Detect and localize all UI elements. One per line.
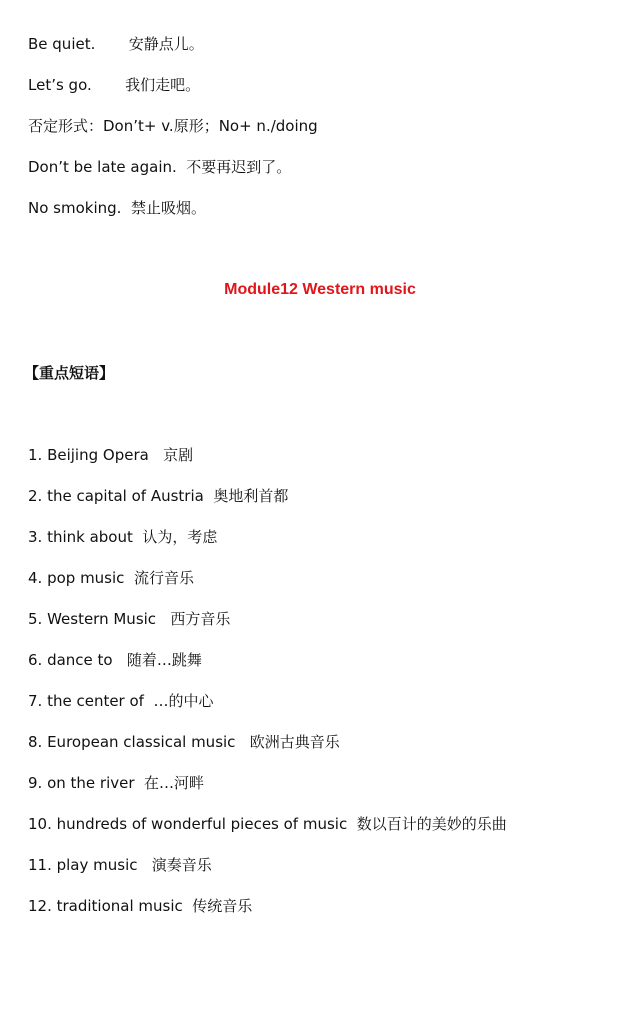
phrase-item: 10. hundreds of wonderful pieces of music 数以百计的美妙的乐曲 — [28, 815, 507, 833]
intro-line-be-quiet: Be quiet. 安静点儿。 — [28, 35, 204, 53]
section-heading: 【重点短语】 — [24, 364, 115, 382]
phrase-item: 5. Western Music 西方音乐 — [28, 610, 231, 628]
intro-line-no-smoking: No smoking. 禁止吸烟。 — [28, 199, 206, 217]
intro-line-negative-form: 否定形式：Don’t+ v.原形；No+ n./doing — [28, 117, 318, 135]
intro-line-dont-be-late: Don’t be late again. 不要再迟到了。 — [28, 158, 292, 176]
module-title: Module12 Western music — [224, 281, 416, 298]
intro-line-lets-go: Let’s go. 我们走吧。 — [28, 76, 201, 94]
phrase-item: 3. think about 认为，考虑 — [28, 528, 218, 546]
phrase-item: 7. the center of …的中心 — [28, 692, 214, 710]
phrase-item: 11. play music 演奏音乐 — [28, 856, 212, 874]
phrase-item: 4. pop music 流行音乐 — [28, 569, 194, 587]
phrase-item: 8. European classical music 欧洲古典音乐 — [28, 733, 340, 751]
phrase-item: 2. the capital of Austria 奥地利首都 — [28, 487, 289, 505]
phrase-item: 9. on the river 在…河畔 — [28, 774, 205, 792]
phrase-item: 1. Beijing Opera 京剧 — [28, 446, 194, 464]
phrase-item: 12. traditional music 传统音乐 — [28, 897, 253, 915]
phrase-item: 6. dance to 随着…跳舞 — [28, 651, 202, 669]
